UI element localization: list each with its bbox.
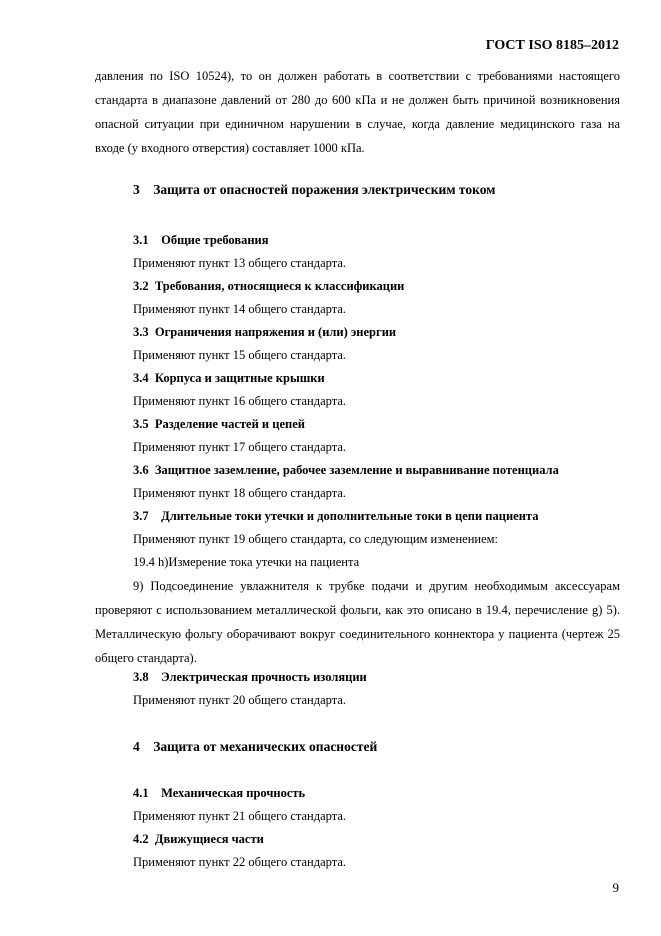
clause-number: 4.2 — [133, 832, 149, 846]
item-9-paragraph: 9) Подсоединение увлажнителя к трубке подачи и другим необходимым аксессуарам проверяют с использованием металлической фольги, как это описано в 19.4, перечисление g) 5). Металлическую фольгу оборачивают вокруг соединительного коннектора у пациента (чертеж 25 общего стандарта). — [95, 579, 620, 665]
clause-3-2-heading — [133, 279, 404, 294]
clause-number: 3.5 — [133, 417, 149, 431]
section-3-heading — [133, 182, 495, 198]
clause-3-5-body: Применяют пункт 17 общего стандарта. — [133, 440, 347, 454]
clause-number: 3.8 — [133, 670, 149, 684]
clause-number: 3.1 — [133, 233, 149, 247]
clause-4-1-heading — [133, 786, 305, 801]
clause-number: 3.7 — [133, 509, 149, 523]
clause-title: Электрическая прочность изоляции — [161, 670, 367, 684]
clause-3-5-heading — [133, 417, 305, 432]
clause-3-4-body: Применяют пункт 16 общего стандарта. — [133, 394, 347, 408]
clause-title: Механическая прочность — [161, 786, 306, 800]
subclause-19-4-h: 19.4 h)Измерение тока утечки на пациента — [133, 555, 360, 569]
clause-3-3-heading — [133, 325, 396, 340]
clause-title: Общие требования — [161, 233, 269, 247]
section-4-heading — [133, 739, 377, 755]
section-number: 4 — [133, 739, 140, 754]
clause-3-6-heading — [133, 463, 559, 478]
clause-3-1-body: Применяют пункт 13 общего стандарта. — [133, 256, 347, 270]
clause-title: Защитное заземление, рабочее заземление и выравнивание потенциала — [154, 463, 559, 477]
clause-3-1-heading — [133, 233, 269, 248]
clause-number: 3.3 — [133, 325, 149, 339]
intro-paragraph: давления по ISO 10524), то он должен работать в соответствии с требованиями настоящего стандарта в диапазоне давлений от 280 до 600 кПа и не должен быть причиной возникновения опасной ситуации при единичном нарушении в случае, когда давление медицинского газа на входе (у входного отверстия) составляет 1000 кПа. — [95, 69, 620, 155]
clause-3-8-heading — [133, 670, 367, 685]
section-title: Защита от опасностей поражения электрическим током — [153, 182, 496, 197]
clause-3-6-body: Применяют пункт 18 общего стандарта. — [133, 486, 347, 500]
clause-title: Корпуса и защитные крышки — [154, 371, 325, 385]
clause-3-7-heading — [133, 509, 538, 524]
clause-number: 3.2 — [133, 279, 149, 293]
clause-number: 3.4 — [133, 371, 149, 385]
clause-3-7-body: Применяют пункт 19 общего стандарта, со следующим изменением: — [133, 532, 499, 546]
clause-title: Ограничения напряжения и (или) энергии — [154, 325, 397, 339]
clause-number: 4.1 — [133, 786, 149, 800]
clause-3-4-heading — [133, 371, 325, 386]
document-code-header: ГОСТ ISO 8185–2012 — [485, 38, 619, 53]
clause-number: 3.6 — [133, 463, 149, 477]
page-number: 9 — [612, 880, 619, 895]
clause-4-2-heading — [133, 832, 264, 847]
clause-title: Требования, относящиеся к классификации — [154, 279, 405, 293]
clause-3-8-body: Применяют пункт 20 общего стандарта. — [133, 693, 347, 707]
clause-title: Длительные токи утечки и дополнительные токи в цепи пациента — [161, 509, 539, 523]
clause-title: Разделение частей и цепей — [154, 417, 305, 431]
clause-title: Движущиеся части — [154, 832, 264, 846]
section-title: Защита от механических опасностей — [153, 739, 378, 754]
section-number: 3 — [133, 182, 140, 197]
clause-4-2-body: Применяют пункт 22 общего стандарта. — [133, 855, 347, 869]
clause-3-2-body: Применяют пункт 14 общего стандарта. — [133, 302, 347, 316]
clause-3-3-body: Применяют пункт 15 общего стандарта. — [133, 348, 347, 362]
clause-4-1-body: Применяют пункт 21 общего стандарта. — [133, 809, 347, 823]
